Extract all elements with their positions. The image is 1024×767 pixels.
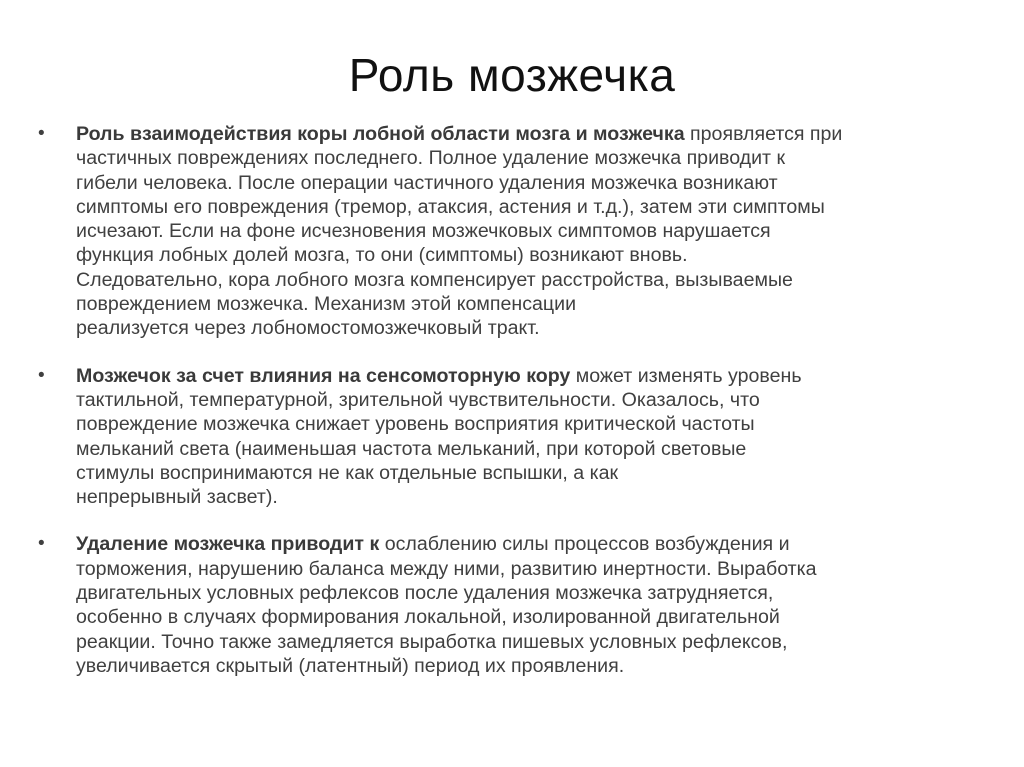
bullet-marker: • <box>38 123 45 144</box>
bullet-bold-lead: Мозжечок за счет влияния на сенсомоторную кору <box>76 364 571 387</box>
bullet-marker: • <box>38 364 45 386</box>
bullet-bold-lead: Роль взаимодействия коры лобной области мозга и мозжечка <box>76 123 685 145</box>
bullet-body: проявляется при частичных повреждениях последнего. Полное удаление мозжечка приводит к гибели человека. После операции частичного удаления мозжечка возникают симптомы его повреждения (тремор, атаксия, астения и т.д.), затем эти симптомы исчезают. Если на фоне исчезновения мозжечковых симптомов нарушается функция лобных долей мозга, то они (симптомы) возникают вновь. Следовательно, кора лобного мозга компенсирует расстройства, вызываемые повреждением мозжечка. Механизм этой компенсации реализуется через лобномостомозжечковый тракт. <box>76 123 843 340</box>
bullet-item-1 <box>38 122 988 341</box>
bullet-text <box>76 365 802 508</box>
bullet-bold-lead: Удаление мозжечка приводит к <box>76 533 380 556</box>
slide-title: Роль мозжечка <box>348 49 676 101</box>
bullet-body: может изменять уровень тактильной, температурной, зрительной чувствительности. Оказалось, что повреждение мозжечка снижает уровень восприятия критической частоты мельканий света (наименьшая частота мельканий, при которой световые стимулы воспринимаются не как отдельные вспышки, а как непрерывный засвет). <box>76 364 802 509</box>
bullet-marker: • <box>38 533 45 555</box>
bullet-item-3 <box>38 532 988 678</box>
bullet-body: ослаблению силы процессов возбуждения и торможения, нарушению баланса между ними, развитию инертности. Выработка двигательных условных рефлексов после удаления мозжечка затрудняется, особенно в случаях формирования локальной, изолированной двигательной реакции. Точно также замедляется выработка пишевых условных рефлексов, увеличивается скрытый (латентный) период их проявления. <box>76 533 817 677</box>
bullet-item-2 <box>38 364 988 510</box>
bullet-list <box>38 122 988 678</box>
bullet-text <box>76 533 817 676</box>
bullet-text <box>76 123 842 339</box>
